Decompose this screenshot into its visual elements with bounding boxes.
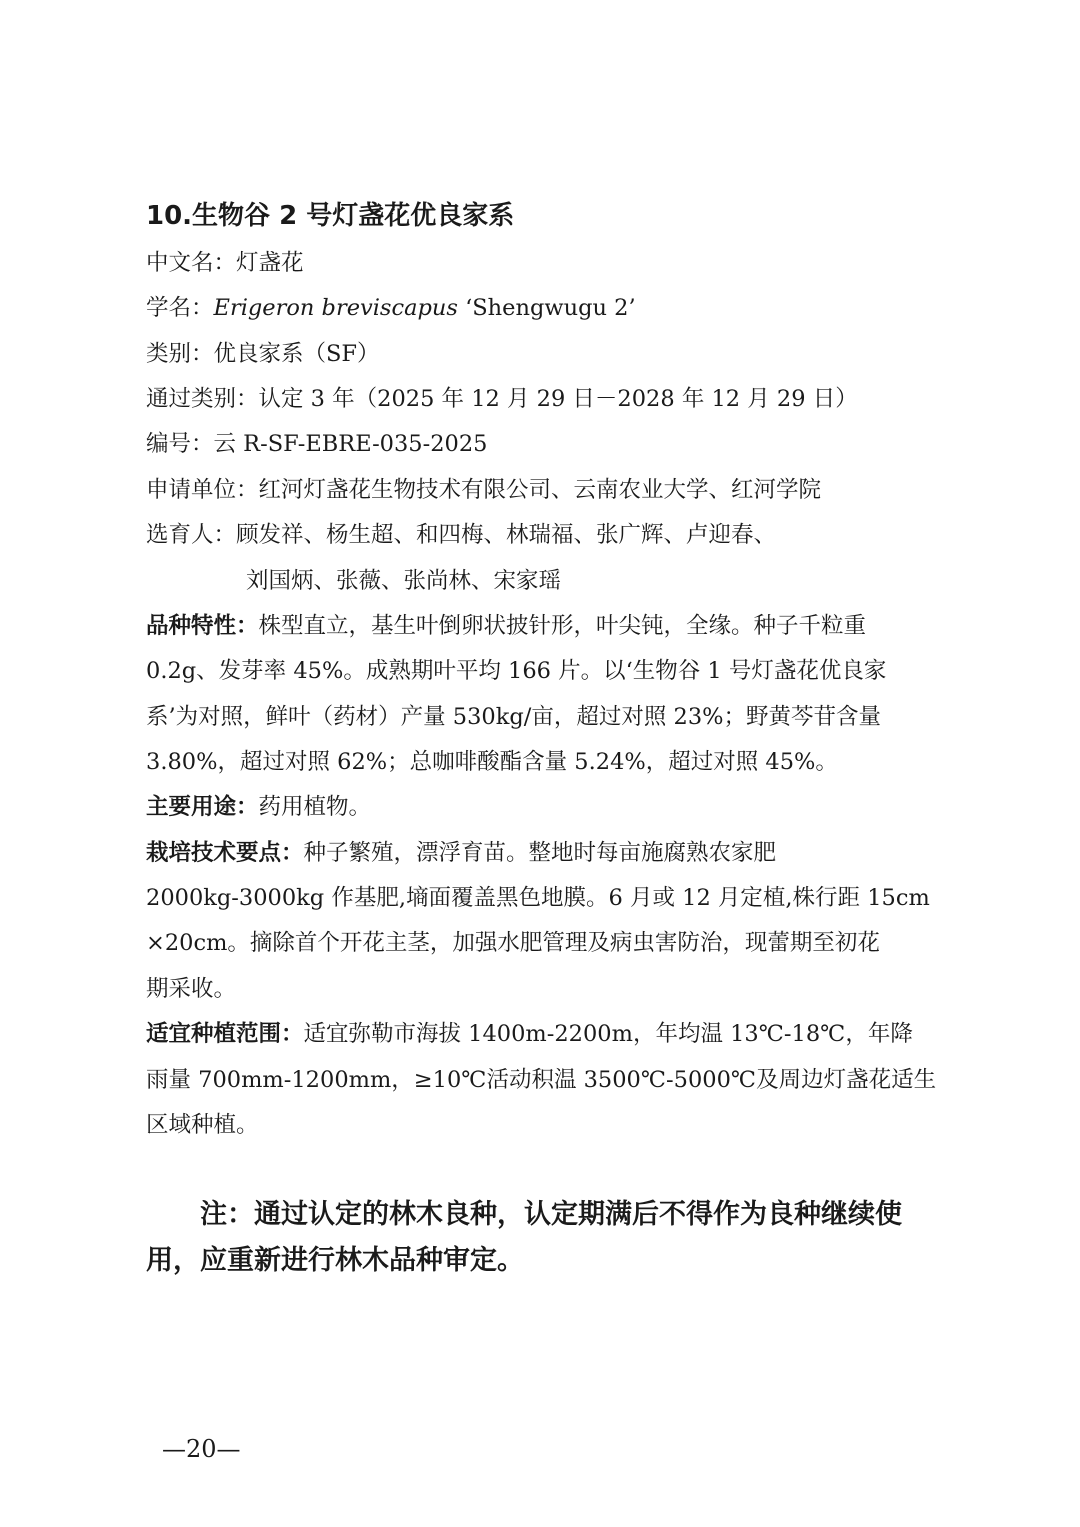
- scientific-name-row: [146, 291, 636, 325]
- number-value: 云 R-SF-EBRE-035-2025: [213, 431, 488, 457]
- traits-line-4: 3.80%，超过对照 62%；总咖啡酸酯含量 5.24%，超过对照 45%。: [146, 749, 838, 775]
- applicant-label: 申请单位：: [146, 477, 259, 503]
- applicant-value: 红河灯盏花生物技术有限公司、云南农业大学、红河学院: [258, 477, 822, 503]
- traits-label: 品种特性：: [146, 613, 259, 639]
- breeder-line-1: 顾发祥、杨生超、和四梅、林瑞福、张广辉、卢迎春、: [236, 522, 777, 548]
- entry-title: 10.生物谷 2 号灯盏花优良家系: [146, 201, 515, 231]
- approval-row: [146, 382, 858, 416]
- cultivation-line-4: 期采收。: [146, 976, 237, 1002]
- cultivation-label: 栽培技术要点：: [146, 840, 304, 866]
- range-label: 适宜种植范围：: [146, 1021, 304, 1047]
- breeder-line-2: 刘国炳、张薇、张尚林、宋家瑶: [246, 568, 562, 594]
- range-line-3: 区域种植。: [146, 1112, 259, 1138]
- cultivation-line-3: ×20cm。摘除首个开花主茎，加强水肥管理及病虫害防治，现蕾期至初花: [146, 930, 880, 956]
- chinese-name-row: [146, 246, 304, 280]
- cultivation-line-1: [146, 836, 776, 870]
- approval-label: 通过类别：: [146, 386, 259, 412]
- number-row: [146, 427, 487, 461]
- traits-line-3: 系’为对照，鲜叶（药材）产量 530kg/亩，超过对照 23%；野黄芩苷含量: [146, 704, 882, 730]
- scientific-name-label: 学名：: [146, 295, 214, 321]
- chinese-name-label: 中文名：: [146, 250, 237, 276]
- scientific-name-cultivar: ‘Shengwugu 2’: [457, 295, 636, 321]
- usage-label: 主要用途：: [146, 794, 259, 820]
- usage-row: [146, 790, 371, 824]
- applicant-row: [146, 473, 821, 507]
- category-value: 优良家系（SF）: [213, 341, 380, 367]
- note-line-2: 用，应重新进行林木品种审定。: [146, 1245, 524, 1276]
- category-row: [146, 337, 380, 371]
- breeder-row: [146, 518, 776, 552]
- range-text-1: 适宜弥勒市海拔 1400m-2200m，年均温 13℃-18℃，年降: [303, 1021, 913, 1047]
- category-label: 类别：: [146, 341, 214, 367]
- number-label: 编号：: [146, 431, 214, 457]
- cultivation-text-1: 种子繁殖，漂浮育苗。整地时每亩施腐熟农家肥: [303, 840, 777, 866]
- traits-line-2: 0.2g、发芽率 45%。成熟期叶平均 166 片。以‘生物谷 1 号灯盏花优良家: [146, 658, 887, 684]
- usage-value: 药用植物。: [258, 794, 372, 820]
- scientific-name-italic: Erigeron breviscapus: [213, 295, 458, 321]
- note-line-1: 注：通过认定的林木良种，认定期满后不得作为良种继续使: [200, 1199, 902, 1230]
- cultivation-line-2: 2000kg-3000kg 作基肥,墒面覆盖黑色地膜。6 月或 12 月定植,株行距 15cm: [146, 885, 930, 911]
- traits-text-1: 株型直立，基生叶倒卵状披针形，叶尖钝，全缘。种子千粒重: [258, 613, 867, 639]
- traits-line-1: [146, 609, 866, 643]
- page-number: —20—: [162, 1435, 241, 1463]
- breeder-label: 选育人：: [146, 522, 237, 548]
- range-line-2: 雨量 700mm-1200mm，≥10℃活动积温 3500℃-5000℃及周边灯盏花适生: [146, 1067, 937, 1093]
- chinese-name-value: 灯盏花: [236, 250, 304, 276]
- range-line-1: [146, 1017, 913, 1051]
- approval-value: 认定 3 年（2025 年 12 月 29 日－2028 年 12 月 29 日）: [258, 386, 858, 412]
